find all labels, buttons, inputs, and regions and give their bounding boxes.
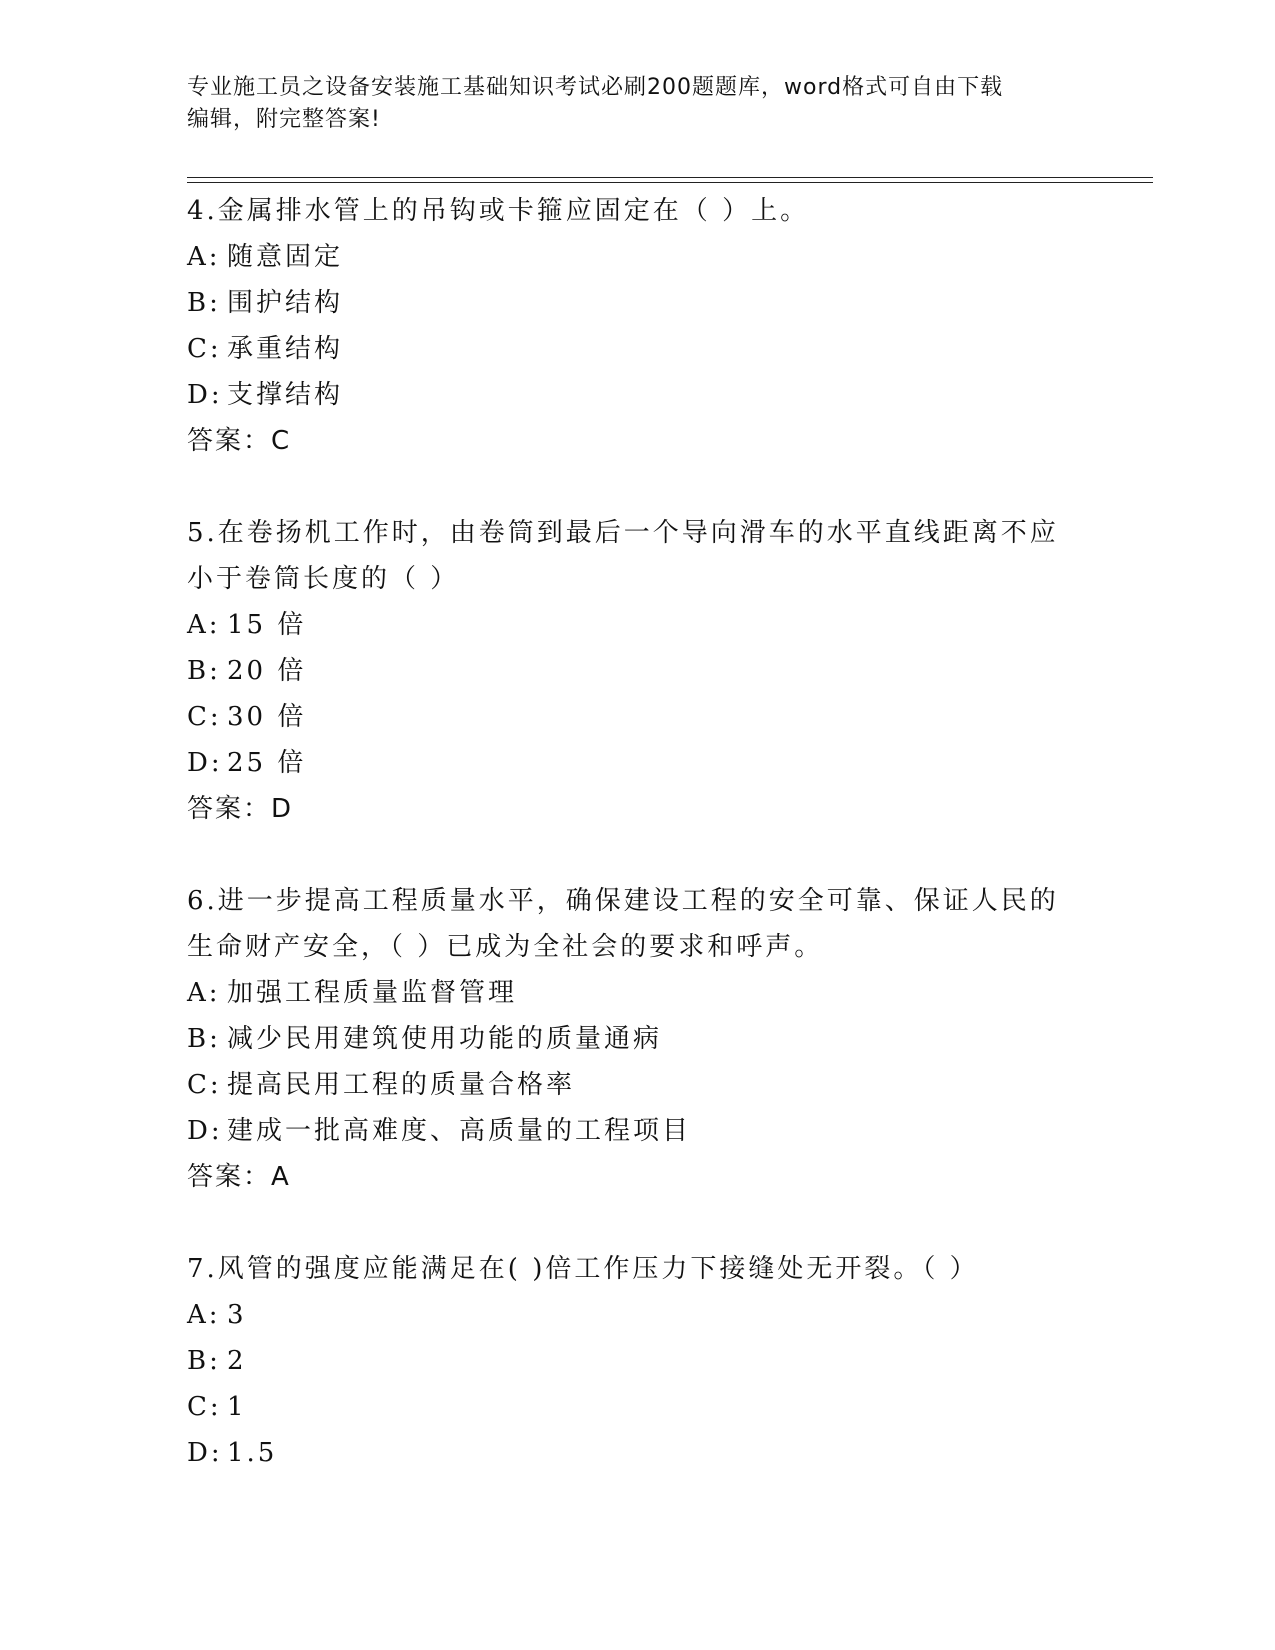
header-divider-bottom xyxy=(187,182,1153,183)
option-key: C: xyxy=(187,1392,222,1422)
option-b xyxy=(187,1016,1127,1062)
option-text: 随意固定 xyxy=(227,242,344,272)
option-a xyxy=(187,970,1127,1016)
header-divider-top xyxy=(187,177,1153,178)
option-text: 25 倍 xyxy=(227,748,307,778)
option-key: A: xyxy=(187,978,221,1008)
option-c xyxy=(187,694,1127,740)
answer-line: 答案：C xyxy=(187,426,292,456)
option-text: 15 倍 xyxy=(227,610,307,640)
header-line-2: 编辑，附完整答案! xyxy=(187,107,381,132)
option-d xyxy=(187,1430,1127,1476)
option-key: D: xyxy=(187,748,223,778)
option-key: A: xyxy=(187,610,221,640)
option-c xyxy=(187,326,1127,372)
option-c xyxy=(187,1062,1127,1108)
option-a xyxy=(187,602,1127,648)
option-text: 30 倍 xyxy=(227,702,307,732)
option-c xyxy=(187,1384,1127,1430)
option-d xyxy=(187,1108,1127,1154)
answer-line: 答案：D xyxy=(187,794,294,824)
question-5 xyxy=(187,510,1127,832)
option-key: B: xyxy=(187,288,221,318)
option-b xyxy=(187,280,1127,326)
option-d xyxy=(187,372,1127,418)
option-b xyxy=(187,1338,1127,1384)
option-key: C: xyxy=(187,1070,222,1100)
question-7 xyxy=(187,1246,1127,1476)
option-text: 3 xyxy=(227,1300,247,1330)
question-stem-line-1: 6.进一步提高工程质量水平，确保建设工程的安全可靠、保证人民的 xyxy=(187,886,1059,916)
option-text: 建成一批高难度、高质量的工程项目 xyxy=(227,1116,692,1146)
option-text: 加强工程质量监督管理 xyxy=(227,978,518,1008)
document-header xyxy=(187,72,1087,136)
option-key: B: xyxy=(187,1024,221,1054)
option-key: D: xyxy=(187,1438,223,1468)
question-list xyxy=(187,188,1127,1522)
option-d xyxy=(187,740,1127,786)
option-key: B: xyxy=(187,656,221,686)
option-key: C: xyxy=(187,702,222,732)
question-stem-line-1: 5.在卷扬机工作时，由卷筒到最后一个导向滑车的水平直线距离不应 xyxy=(187,518,1059,548)
option-key: B: xyxy=(187,1346,221,1376)
option-a xyxy=(187,1292,1127,1338)
option-text: 1 xyxy=(227,1392,247,1422)
option-a xyxy=(187,234,1127,280)
option-key: D: xyxy=(187,1116,223,1146)
option-key: C: xyxy=(187,334,222,364)
option-text: 2 xyxy=(227,1346,247,1376)
option-key: A: xyxy=(187,1300,221,1330)
option-key: D: xyxy=(187,380,223,410)
option-text: 提高民用工程的质量合格率 xyxy=(227,1070,576,1100)
question-6 xyxy=(187,878,1127,1200)
header-line-1: 专业施工员之设备安装施工基础知识考试必刷200题题库，word格式可自由下载 xyxy=(187,75,1004,100)
question-stem: 7.风管的强度应能满足在( )倍工作压力下接缝处无开裂。（ ） xyxy=(187,1254,979,1284)
option-text: 20 倍 xyxy=(227,656,307,686)
option-text: 1.5 xyxy=(227,1438,278,1468)
question-4 xyxy=(187,188,1127,464)
option-text: 围护结构 xyxy=(227,288,344,318)
option-text: 减少民用建筑使用功能的质量通病 xyxy=(227,1024,663,1054)
option-text: 承重结构 xyxy=(227,334,344,364)
question-stem: 4.金属排水管上的吊钩或卡箍应固定在（ ）上。 xyxy=(187,196,810,226)
option-text: 支撑结构 xyxy=(227,380,344,410)
question-stem-line-2: 生命财产安全，（ ）已成为全社会的要求和呼声。 xyxy=(187,932,824,962)
answer-line: 答案：A xyxy=(187,1162,291,1192)
option-key: A: xyxy=(187,242,221,272)
option-b xyxy=(187,648,1127,694)
question-stem-line-2: 小于卷筒长度的（ ） xyxy=(187,564,460,594)
